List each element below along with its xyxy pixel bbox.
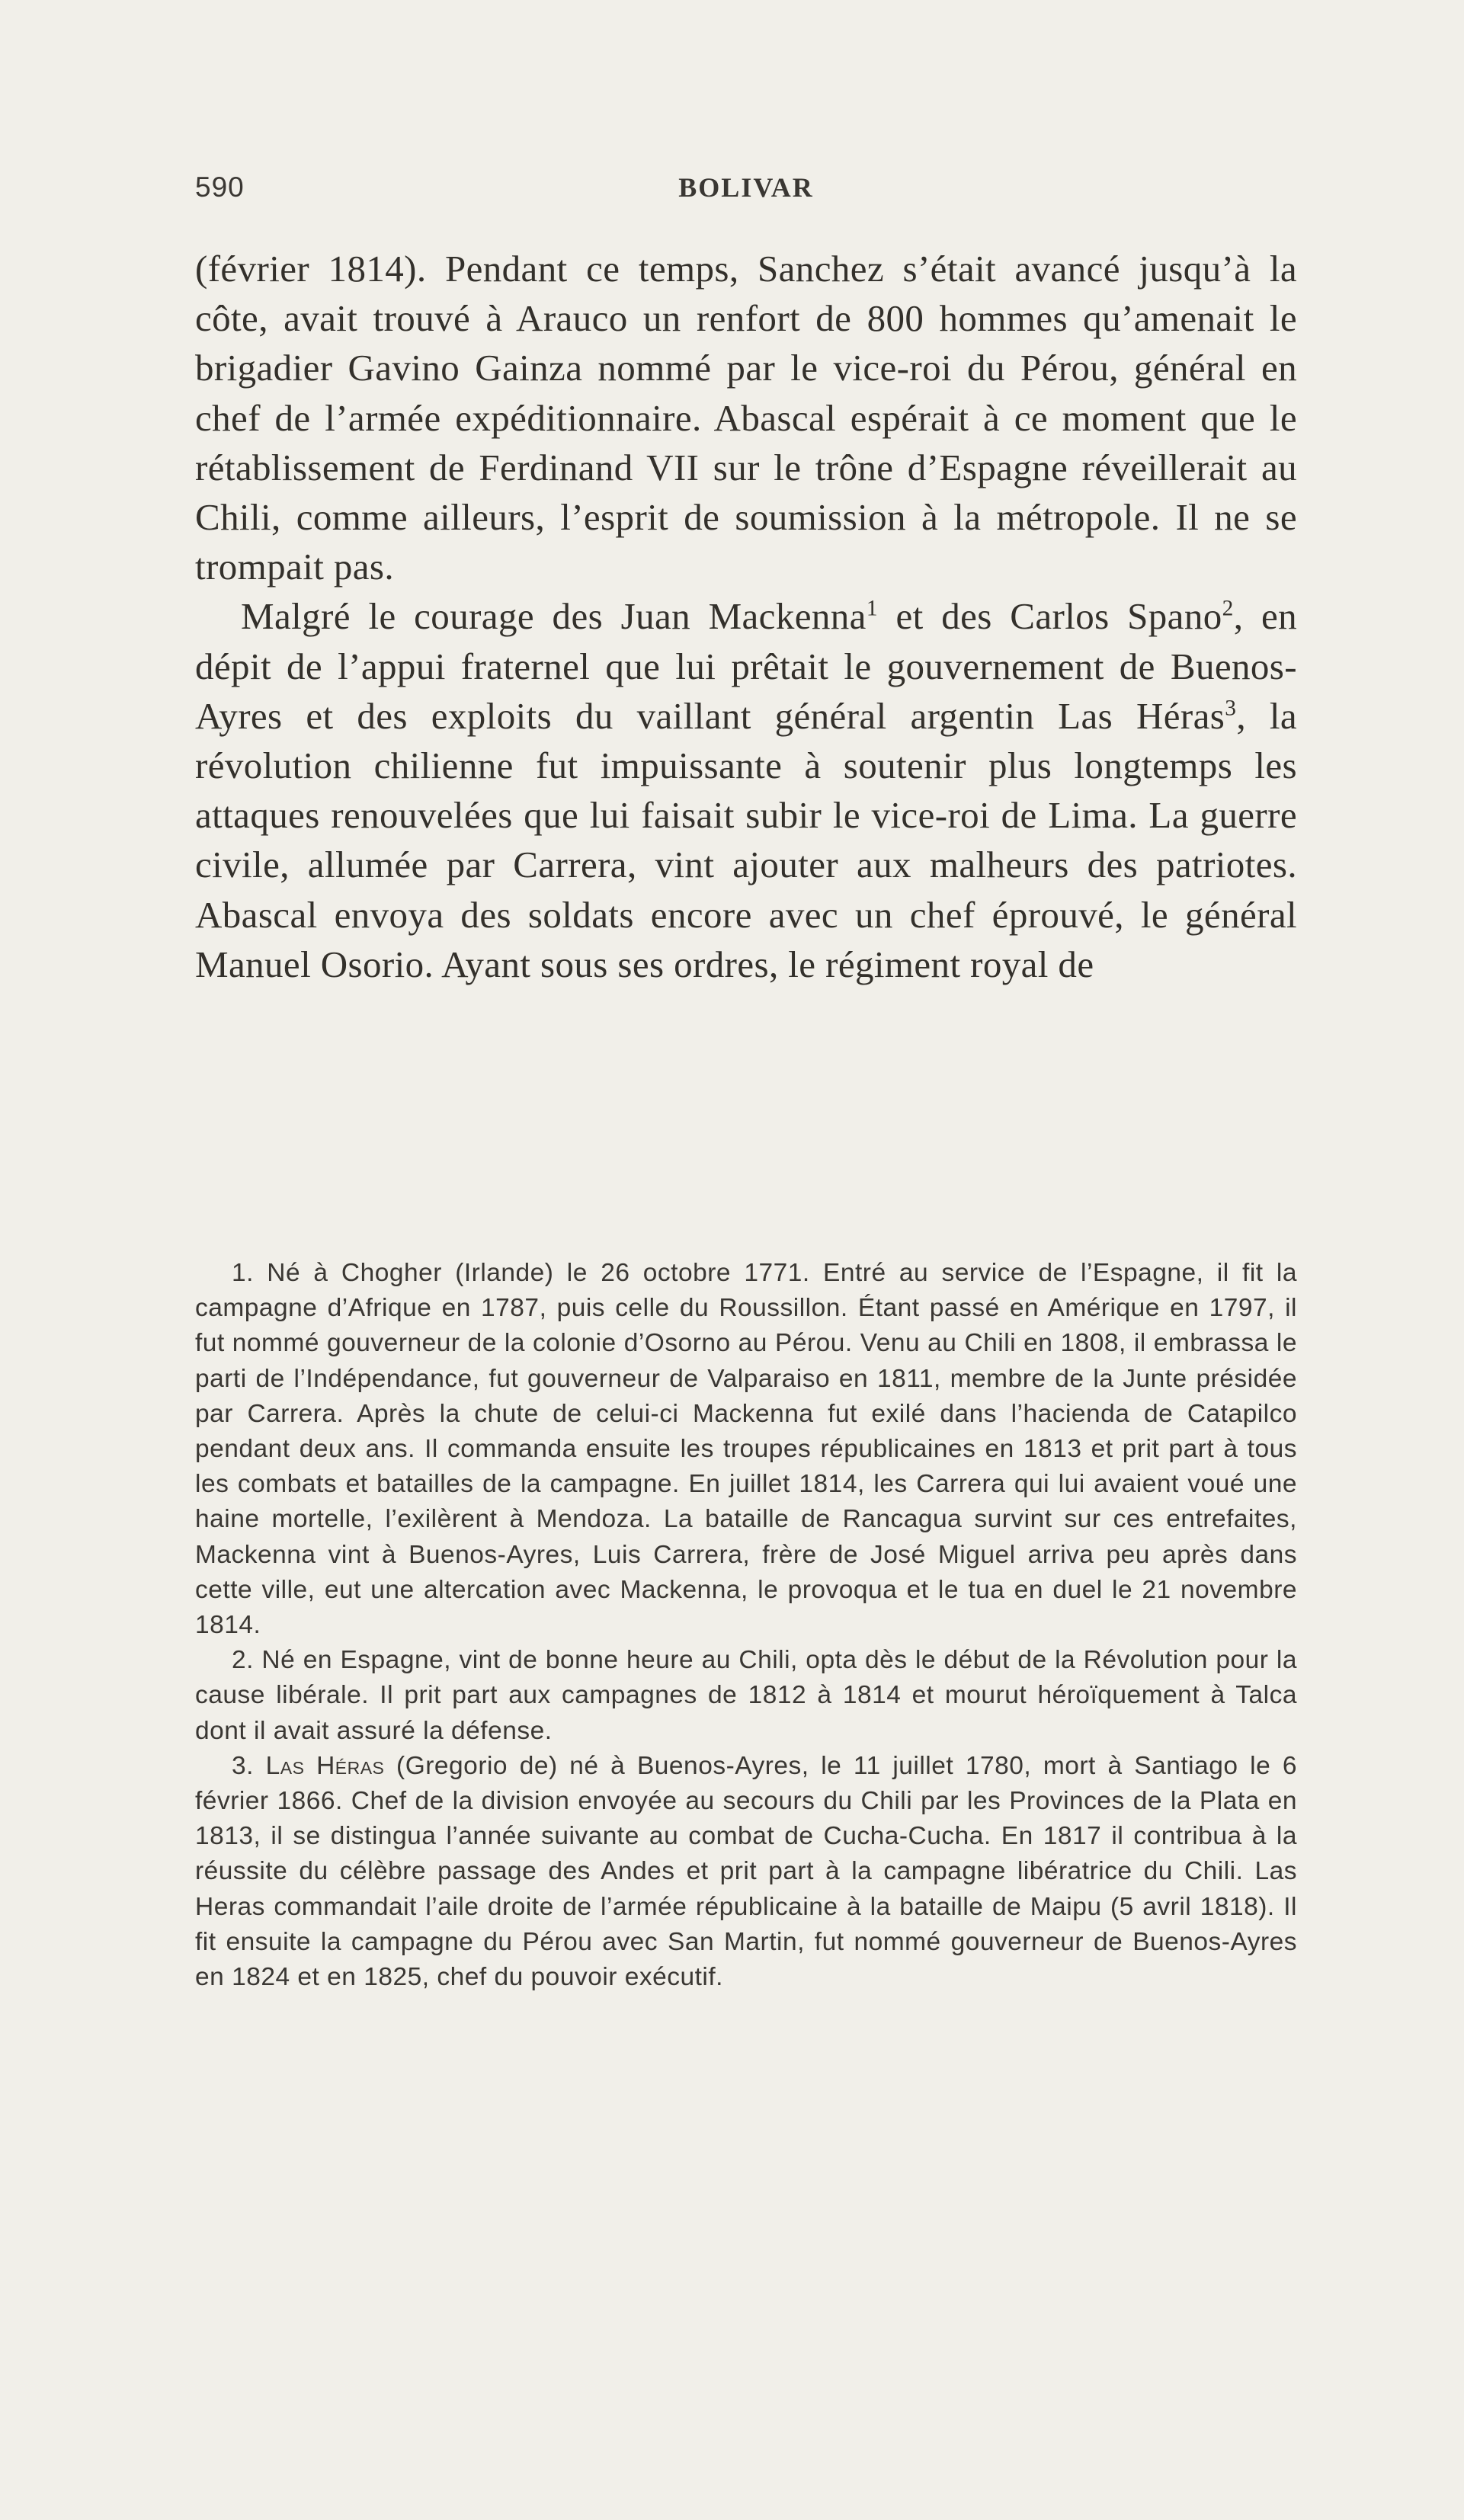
paragraph-2-part-b: et des Carlos Spano (877, 595, 1222, 638)
paragraph-2-part-a: Malgré le courage des Juan Mackenna (241, 595, 867, 638)
footnote-3 (195, 1749, 1297, 1995)
footnote-ref-3: 3 (1225, 696, 1237, 721)
footnote-1: 1. Né à Chogher (Irlande) le 26 octobre 1771. Entré au service de l’Espagne, il fit la campagne d’Afrique en 1787, puis celle du Roussillon. Étant passé en Amérique en 1797, il fut nommé gouverneur de la colonie d’Osorno au Pérou. Venu au Chili en 1808, il embrassa le parti de l’Indépendance, fut gouverneur de Valparaiso en 1811, membre de la Junte présidée par Carrera. Après la chute de celui-ci Mackenna fut exilé dans l’hacienda de Catapilco pendant deux ans. Il commanda ensuite les troupes républicaines en 1813 et prit part à tous les combats et batailles de la campagne. En juillet 1814, les Carrera qui lui avaient voué une haine mortelle, l’exilèrent à Mendoza. La bataille de Rancagua survint sur ces entrefaites, Mackenna vint à Buenos-Ayres, Luis Carrera, frère de José Miguel arriva peu après dans cette ville, eut une altercation avec Mackenna, le provoqua et le tua en duel le 21 novembre 1814. (195, 1259, 1297, 1640)
footnote-3-text: (Gregorio de) né à Buenos-Ayres, le 11 juillet 1780, mort à Santiago le 6 février 1866. Chef de la division envoyée au secours du Chili par les Provinces de la Plata en 1813, il se distingua l’année suivante au combat de Cucha-Cucha. En 1817 il contribua à la réussite du célèbre passage des Andes et prit part à la campagne libératrice du Chili. Las Heras commandait l’aile droite de l’armée républicaine à la bataille de Maipu (5 avril 1818). Il fit ensuite la campagne du Pérou avec San Martin, fut nommé gouverneur de Buenos-Ayres en 1824 et en 1825, chef du pouvoir exécutif. (195, 1751, 1297, 1992)
paragraph-2-part-c: , en dépit de l’appui fraternel que lui prêtait le gouvernement de Buenos-Ayres et des exploits du vaillant général argentin Las Héras (195, 595, 1297, 737)
running-head: BOLIVAR (678, 172, 814, 203)
paragraph-2 (195, 591, 1297, 989)
main-text (195, 244, 1297, 989)
footnote-ref-1: 1 (866, 597, 878, 622)
paragraph-2-part-d: , la révolution chilienne fut impuissante à soutenir plus longtemps les attaques renouvelées que lui faisait subir le vice-roi de Lima. La guerre civile, allumée par Carrera, vint ajouter aux malheurs des patriotes. Abascal envoya des soldats encore avec un chef éprouvé, le général Manuel Osorio. Ayant sous ses ordres, le régiment royal de (195, 694, 1297, 985)
footnote-2: 2. Né en Espagne, vint de bonne heure au Chili, opta dès le début de la Révolution pour la cause libérale. Il prit part aux campagnes de 1812 à 1814 et mourut héroïquement à Talca dont il avait assuré la défense. (195, 1646, 1297, 1745)
paragraph-1: (février 1814). Pendant ce temps, Sanchez s’était avancé jusqu’à la côte, avait trouvé à Arauco un renfort de 800 hommes qu’amenait le brigadier Gavino Gainza nommé par le vice-roi du Pérou, général en chef de l’armée expéditionnaire. Abascal espérait à ce moment que le rétablissement de Ferdinand VII sur le trône d’Espagne réveillerait au Chili, comme ailleurs, l’esprit de soumission à la métropole. Il ne se trompait pas. (195, 248, 1297, 588)
footnote-3-number: 3. (232, 1751, 254, 1780)
footnote-3-name: Las Héras (265, 1751, 385, 1780)
page-header (195, 171, 1297, 217)
page-number: 590 (195, 171, 245, 203)
footnote-ref-2: 2 (1222, 597, 1234, 622)
footnotes (195, 1256, 1297, 1995)
